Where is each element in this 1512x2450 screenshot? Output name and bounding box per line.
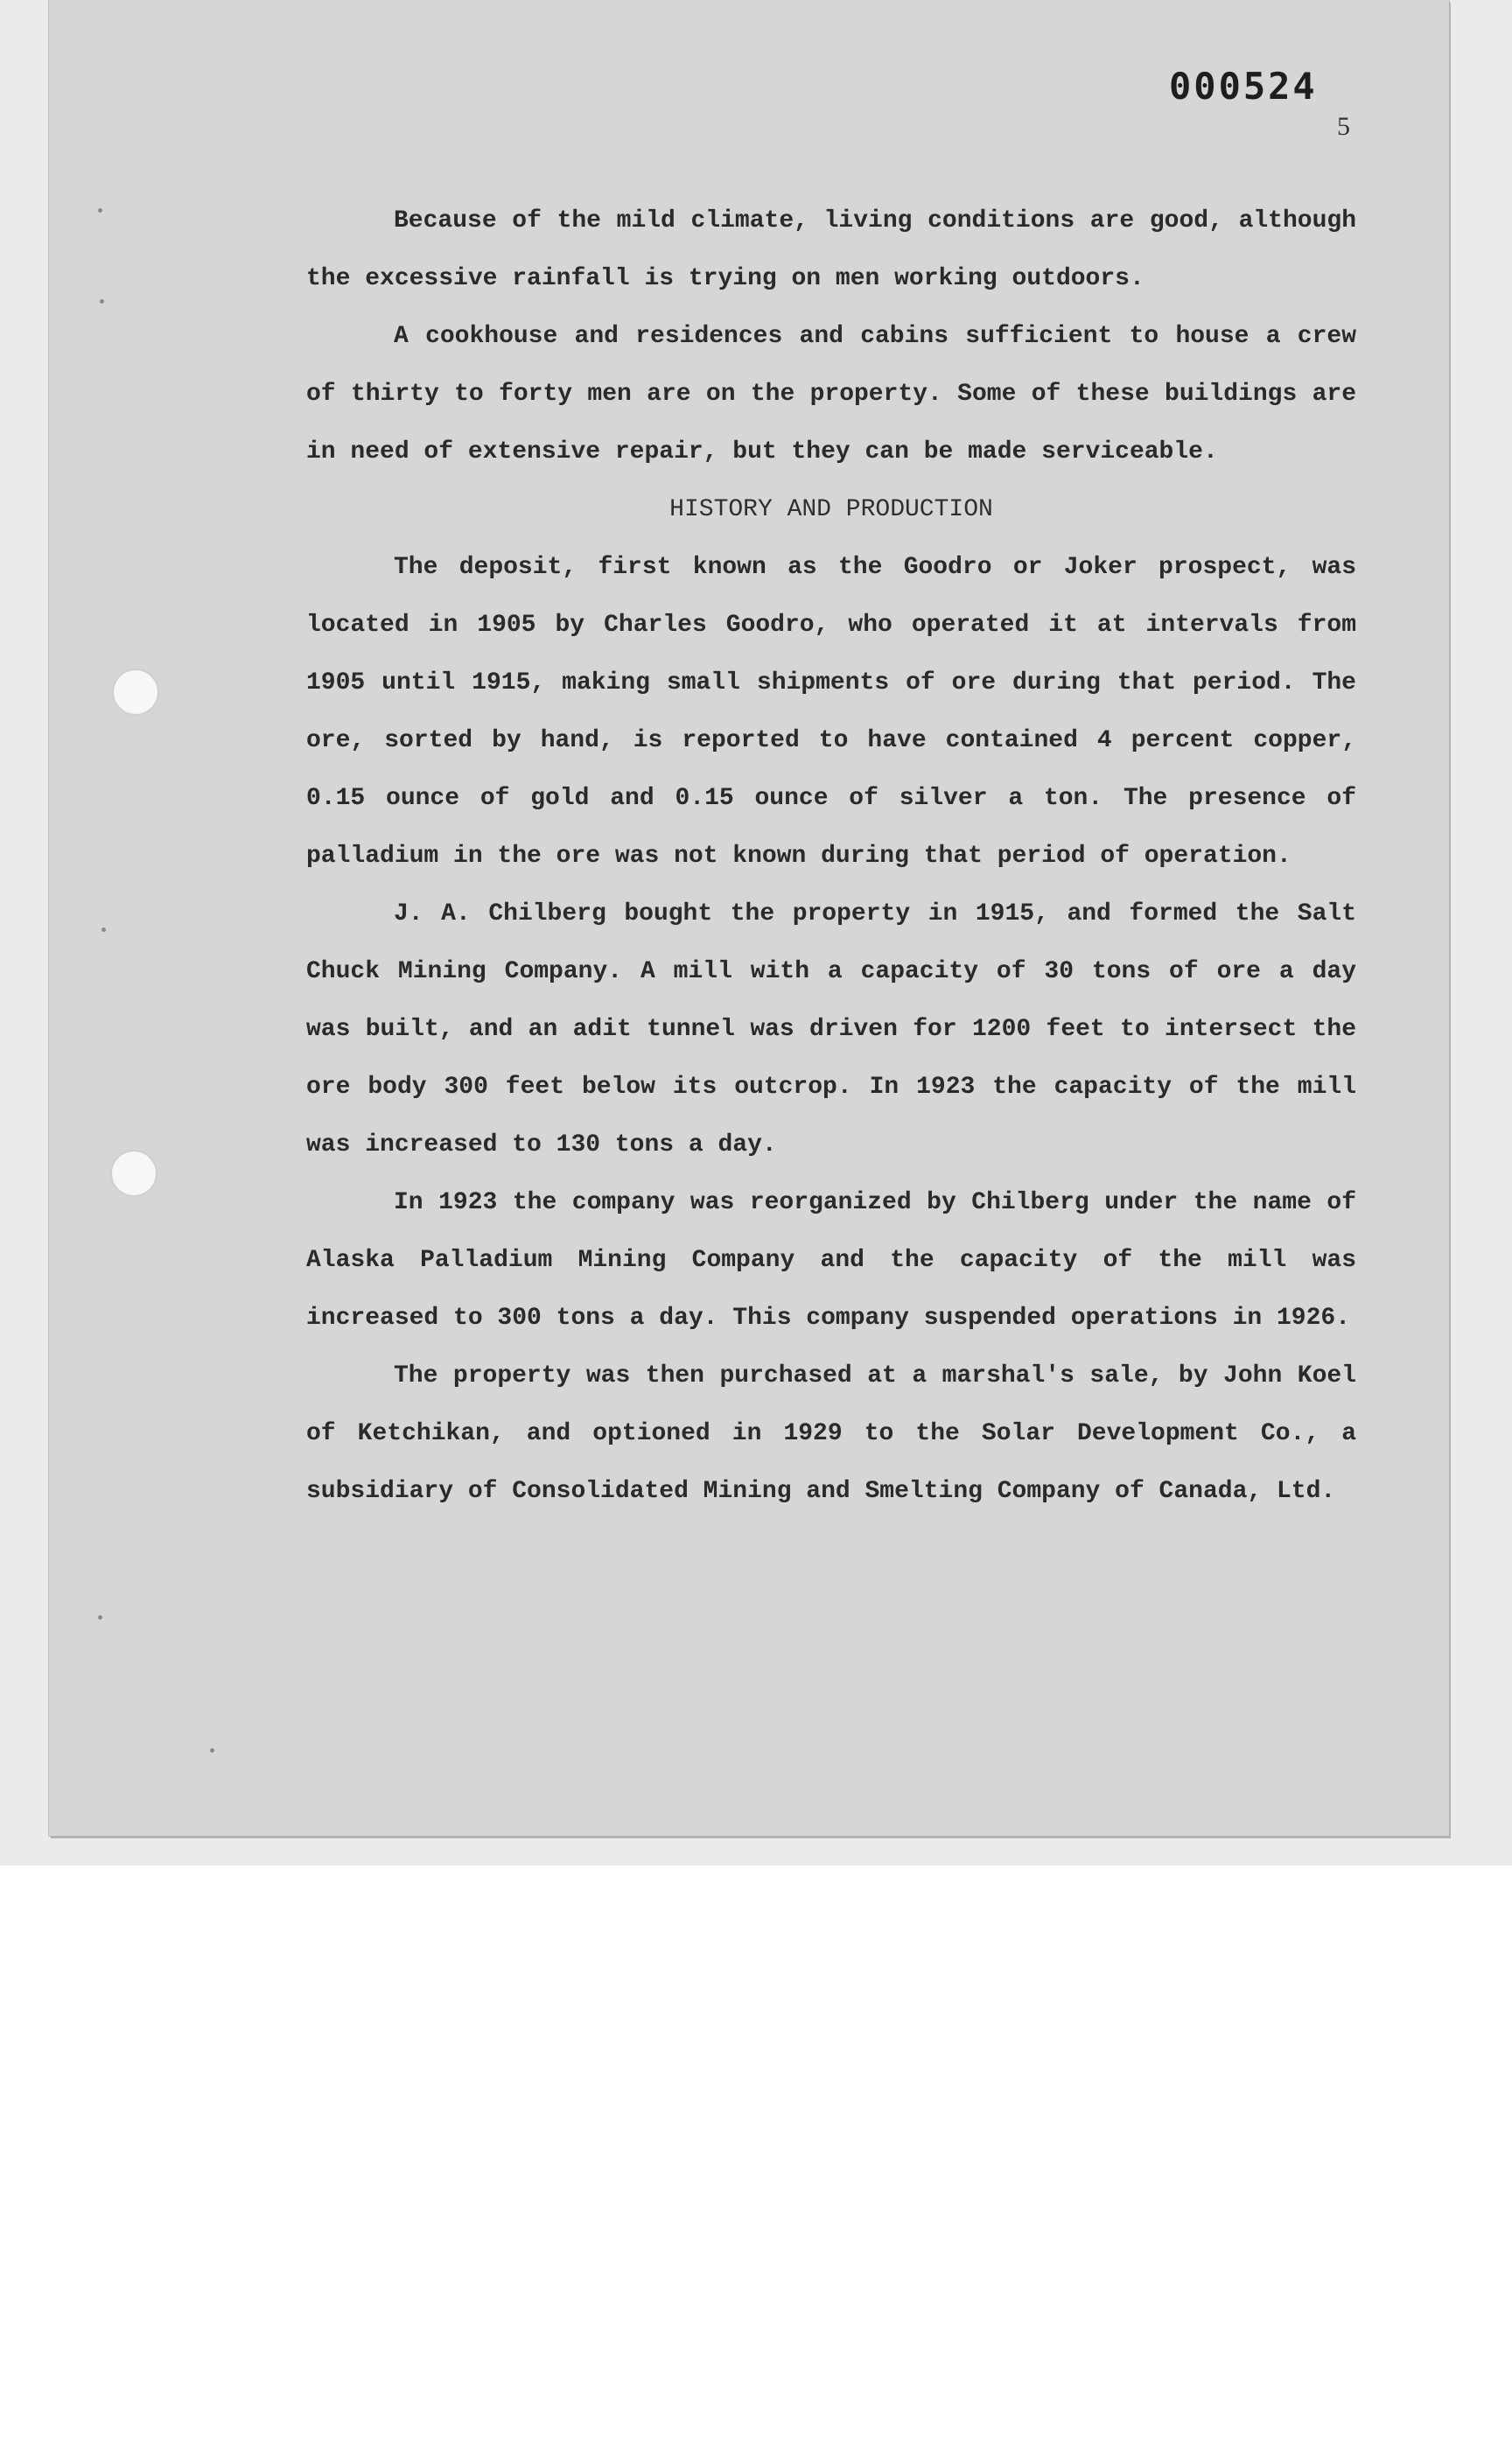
- punch-hole-upper: [114, 670, 158, 714]
- document-number: 000524: [1169, 65, 1318, 108]
- paragraph-chilberg: J. A. Chilberg bought the property in 1915, and formed the Salt Chuck Mining Company. A mill with a capacity of 30 tons of ore a day was built, and an adit tunnel was driven for 1200 feet to intersect the ore body 300 feet below its outcrop. In 1923 the capacity of the mill was increased to 130 tons a day.: [306, 900, 1356, 1158]
- scan-speck: [98, 1615, 102, 1620]
- paragraph-buildings: A cookhouse and residences and cabins sufficient to house a crew of thirty to forty men are on the property. Some of these buildings are in need of extensive repair, but they can be made serviceable.: [306, 323, 1356, 466]
- paragraph-reorganization: In 1923 the company was reorganized by Chilberg under the name of Alaska Palladium Mining Company and the capacity of the mill was increased to 300 tons a day. This company suspended operations in 1926.: [306, 1189, 1356, 1332]
- scan-speck: [98, 208, 102, 213]
- paragraph-marshal-sale: The property was then purchased at a marshal's sale, by John Koel of Ketchikan, and optioned in 1929 to the Solar Development Co., a subsidiary of Consolidated Mining and Smelting Company of Canada, Ltd.: [306, 1362, 1356, 1505]
- scan-speck: [102, 928, 106, 932]
- scan-speck: [210, 1748, 214, 1753]
- punch-hole-lower: [112, 1152, 156, 1195]
- page-number: 5: [1337, 112, 1350, 141]
- paragraph-climate: Because of the mild climate, living conditions are good, although the excessive rainfall is trying on men working outdoors.: [306, 207, 1356, 292]
- paragraph-deposit-history: The deposit, first known as the Goodro or Joker prospect, was located in 1905 by Charles Goodro, who operated it at intervals from 1905 until 1915, making small shipments of ore during that period. The ore, sorted by hand, is reported to have contained 4 percent copper, 0.15 ounce of gold and 0.15 ounce of silver a ton. The presence of palladium in the ore was not known during that period of operation.: [306, 554, 1356, 870]
- section-heading: HISTORY AND PRODUCTION: [669, 496, 993, 523]
- scan-speck: [100, 299, 104, 304]
- document-body: [306, 192, 1356, 1521]
